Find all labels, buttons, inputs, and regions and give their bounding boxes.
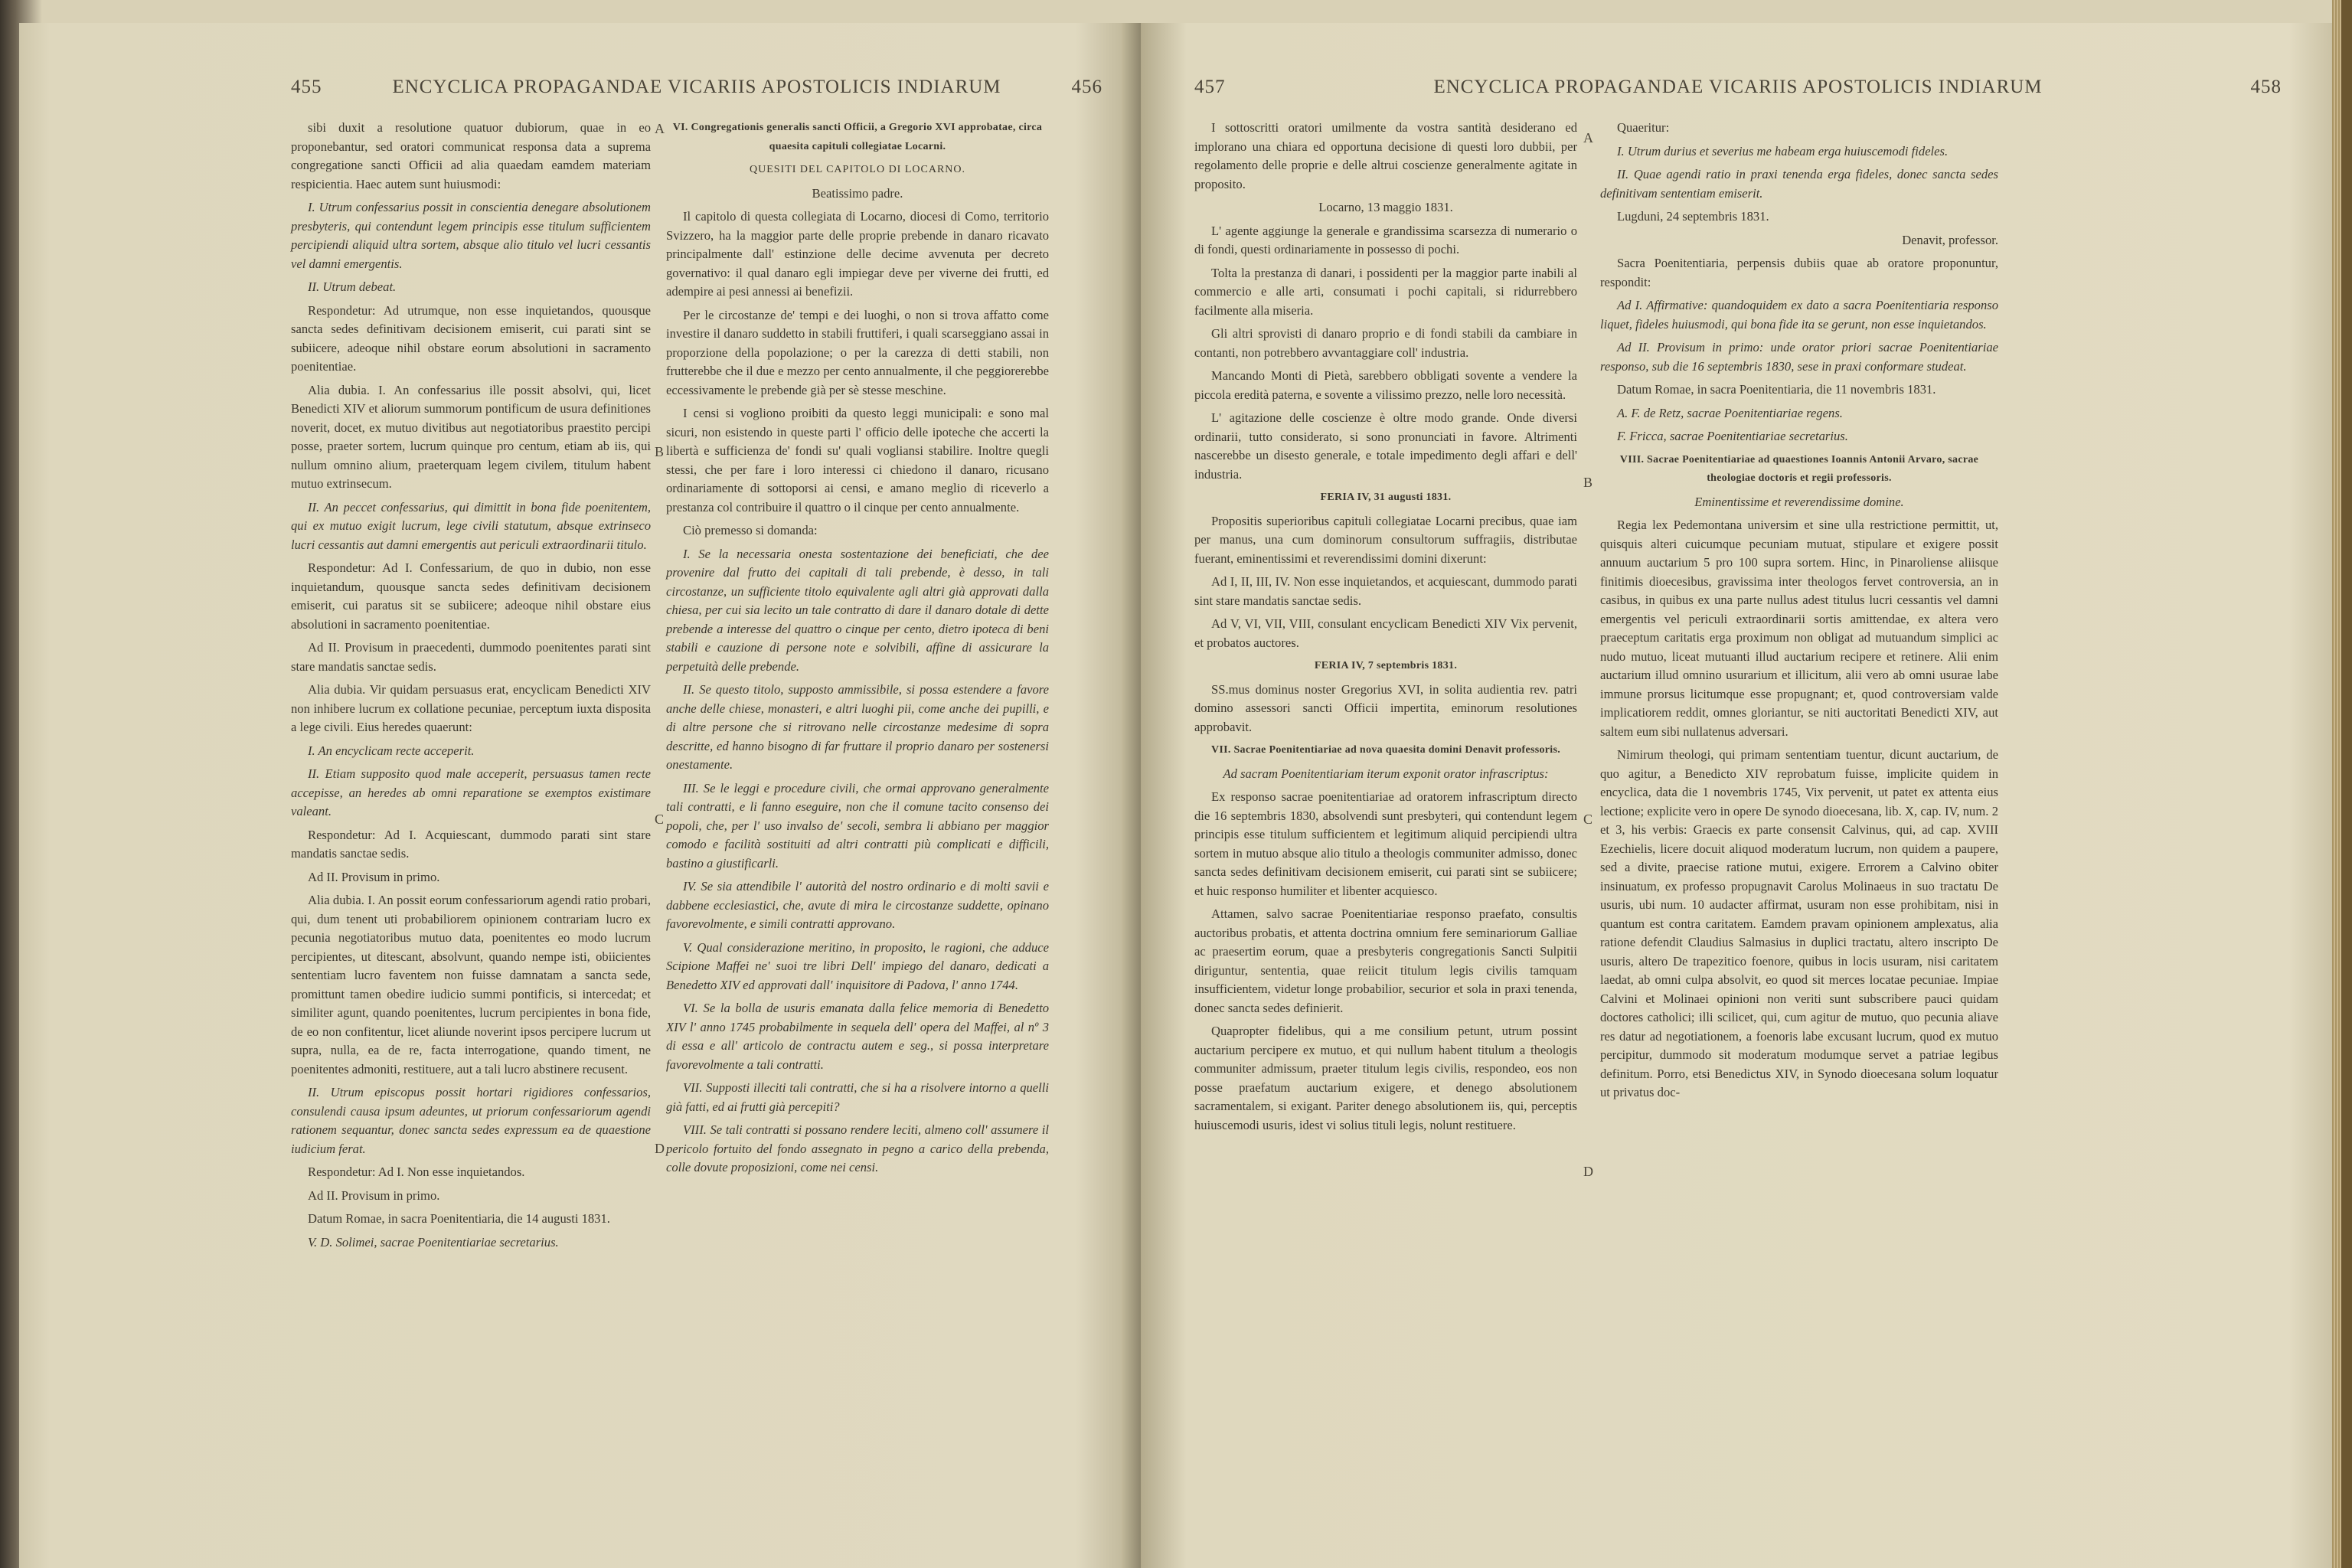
paragraph: Ad II. Provisum in primo. [308, 869, 440, 884]
paragraph: Ad sacram Poenitentiariam iterum exponit orator infrascriptus: [1223, 766, 1549, 781]
paragraph: FERIA IV, 7 septembris 1831. [1314, 660, 1458, 671]
left-column-1 [291, 119, 651, 1256]
paragraph: Gli altri sprovisti di danaro proprio e di fondi stabili da cambiare in contanti, non potrebbero avvantaggiare coll' industria. [1194, 326, 1577, 360]
margin-letter-c: C [655, 812, 665, 827]
paragraph: Eminentissime et reverendissime domine. [1694, 494, 1904, 509]
paragraph: Ad II. Provisum in primo: unde orator priori sacrae Poenitentiariae responso, sub die 16 septembris 1830, sese in praxi conformare studeat. [1600, 340, 1998, 374]
paragraph: Tolta la prestanza di danari, i possidenti per la maggior parte inabili al commercio e alle arti, consumati i pochi capitali, si ridurrebbero facilmente alla miseria. [1194, 265, 1577, 318]
paragraph: Ciò premesso si domanda: [683, 523, 818, 537]
left-column-2 [666, 119, 1049, 1182]
paragraph: IV. Se sia attendibile l' autorità del nostro ordinario e di molti savii e dabbene ecclesiastici, che, avute di mira le circostanze suddette, opinano favorevolmente, e simili contratti approvano. [666, 879, 1049, 931]
paragraph: Alia dubia. I. An possit eorum confessariorum agendi ratio probari, qui, dum tenent uti probabiliorem opinionem contrariam lucro ex pecunia negotiatoribus mutuo data, poenitentes eo modo lucrum percipientes, ut ditescant, absolvunt, quando nempe isti, obiicientes sententiam lucro faventem non fuisse damnatam a sancta sede, promittunt tamen obedire iudicio summi pontificis, si intercedat; et similiter agunt, quando poenitentes, lucrum percipientes in bona fide, de eo non confitentur, licet aliunde noverint ipsos percipere lucrum ut supra, nulla, ea de re, facta interrogatione, quando timent, ne poenitentes admoniti, restituere, aut a tali lucro abstinere recusent. [291, 893, 651, 1076]
paragraph: Ad I, II, III, IV. Non esse inquietandos, et acquiescant, dummodo parati sint stare mandatis sanctae sedis. [1194, 574, 1577, 608]
paragraph: I. Utrum confessarius possit in conscientia denegare absolutionem presbyteris, qui contendunt legem principis esse titulum sufficientem percipiendi aliquid ultra sortem, absque alio titulo vel lucri cessantis vel damni emergentis. [291, 200, 651, 271]
page-number-457: 457 [1194, 77, 1226, 97]
paragraph: II. Utrum debeat. [308, 279, 397, 294]
paragraph: Beatissimo padre. [812, 185, 903, 201]
paragraph: VIII. Sacrae Poenitentiariae ad quaestiones Ioannis Antonii Arvaro, sacrae theologiae doctoris et regii professoris. [1619, 453, 1979, 484]
right-column-2 [1600, 119, 1998, 1107]
paragraph: Locarno, 13 maggio 1831. [1318, 200, 1453, 214]
paragraph: L' agitazione delle coscienze è oltre modo grande. Onde diversi ordinarii, tutto considerato, si sono pronunciati in favore. Altrimenti nascerebbe un disesto generale, e totale impedimento degli affari e dell' industria. [1194, 410, 1577, 482]
paragraph: Quapropter fidelibus, qui a me consilium petunt, utrum possint auctarium percipere ex mutuo, et qui nullum habent titulum a theologis communiter admissum, praeter titulum legis civilis, respondeo, eos non posse praefatum auctarium exigere, et denego absolutionem sacramentalem, si exigant. Pariter denego absolutionem iis, qui, perceptis huiuscemodi usuris, idest vi solius tituli legis, nolunt restituere. [1194, 1024, 1577, 1132]
paragraph: Per le circostanze de' tempi e dei luoghi, o non si trova affatto come investire il danaro suddetto in stabili fruttiferi, i quali scarseggiano assai in proporzione della popolazione; o per la carezza di detti stabili, non frutterebbe che il due e mezzo per cento annualmente, il che peggiorerebbe eccessivamente le prebende già per sè stesse meschine. [666, 307, 1049, 397]
paragraph: II. Quae agendi ratio in praxi tenenda erga fideles, donec sancta sedes definitivam sententiam emiserit. [1600, 167, 1998, 201]
page-number-455: 455 [291, 77, 322, 97]
right-column-1 [1194, 119, 1577, 1139]
paragraph: VII. Supposti illeciti tali contratti, che si ha a risolvere intorno a quelli già fatti, ed ai frutti già percepiti? [666, 1080, 1049, 1114]
paragraph: II. Etiam supposito quod male acceperit, persuasus tamen recte accepisse, an heredes ab omni reparatione se exemptos existimare valeant. [291, 766, 651, 818]
paragraph: I. Se la necessaria onesta sostentazione dei beneficiati, che dee provenire dal frutto dei capitali di tali prebende, è desso, in tali circostanze, un sufficiente titolo equivalente agli altri già approvati dalla chiesa, per cui sia lecito un tale contratto di dare il danaro dotale di dette prebende a interesse del quattro o cinque per cento, dietro ipoteca di beni stabili e cauzione di persone note e solvibili, affine di assicurare la perpetuità delle prebende. [666, 546, 1049, 674]
paragraph: Ex responso sacrae poenitentiariae ad oratorem infrascriptum directo die 16 septembris 1830, absolvendi sunt presbyteri, qui contendunt legem principis esse titulum sufficientem et legitimum aliquid percipiendi ultra sortem in mutuo absque alio titulo a theologis communiter admisso, donec sancta sedes definitivam decisionem emiserit, cui parati sint se subiicere; et huic responso humiliter et libenter acquiesco. [1194, 789, 1577, 898]
paragraph: sibi duxit a resolutione quatuor dubiorum, quae in eo proponebantur, sed oratori communicat responsa data a suprema congregatione sancti Officii ad alia quaedam eamdem materiam respicientia. Haec autem sunt huiusmodi: [291, 120, 651, 191]
paragraph: SS.mus dominus noster Gregorius XVI, in solita audientia rev. patri domino assessori sancti Officii impertita, eminorum resolutiones approbavit. [1194, 681, 1577, 734]
section-vi-title: VI. Congregationis generalis sancti Officii, a Gregorio XVI approbatae, circa quaesita capituli collegiatae Locarni. [672, 122, 1043, 152]
paragraph: F. Fricca, sacrae Poenitentiariae secretarius. [1617, 429, 1848, 443]
left-page [19, 23, 1141, 1568]
paragraph: VII. Sacrae Poenitentiariae ad nova quaesita domini Denavit professoris. [1210, 744, 1561, 756]
paragraph: Mancando Monti di Pietà, sarebbero obbligati sovente a vendere la piccola eredità paterna, e sovente a vilissimo prezzo, nelle loro necessità. [1194, 368, 1577, 402]
right-page [1141, 23, 2335, 1568]
paragraph: Ad II. Provisum in praecedenti, dummodo poenitentes parati sint stare mandatis sanctae sedis. [291, 640, 651, 674]
paragraph: VIII. Se tali contratti si possano rendere leciti, almeno coll' assumere il pericolo fortuito del fondo assegnato in pegno a carico della prebenda, colle dovute proposizioni, come nei censi. [666, 1122, 1049, 1174]
margin-letter-a-right: A [1583, 130, 1593, 145]
paragraph: Denavit, professor. [1902, 232, 1998, 247]
page-number-456: 456 [1071, 77, 1102, 97]
paragraph: Quaeritur: [1617, 120, 1670, 135]
running-head-left: ENCYCLICA PROPAGANDAE VICARIIS APOSTOLICIS INDIARUM [392, 77, 1001, 97]
paragraph: Ad II. Provisum in primo. [308, 1187, 440, 1203]
paragraph: Datum Romae, in sacra Poenitentiaria, die 14 augusti 1831. [308, 1211, 610, 1226]
paragraph: Respondetur: Ad I. Non esse inquietandos. [308, 1165, 525, 1179]
paragraph: Respondetur: Ad utrumque, non esse inquietandos, quousque sancta sedes definitivam decisionem emiserit, cui parati sint se subiicere, adeoque nihil obstare eorum absolutioni in sacramento poenitentiae. [291, 302, 651, 374]
margin-letter-a: A [655, 121, 665, 136]
paragraph: II. An peccet confessarius, qui dimittit in bona fide poenitentem, qui ex mutuo exigit lucrum, lege civili statutum, absque extrinseco lucri cessantis aut damni emergentis aut periculi extraordinarii titulo. [291, 499, 651, 552]
page-number-458: 458 [2250, 77, 2282, 97]
paragraph: Nimirum theologi, qui primam sententiam tuentur, dicunt auctarium, de quo agitur, a Benedicto XIV reprobatum fuisse, implicite quidem in encyclica, data die 1 novembris 1745, Vix pervenit, ut patet ex attenta eius lectione; explicite vero in opere De synodo dioecesana, lib. X, cap. IV, num. 2 et 3, his verbis: Graecis ex parte consensit Calvinus, qui, ad cap. XVIII Ezechielis, licere docuit aliquod moderatum lucrum, non quidem a paupere, sed a divite, praecise ratione mutui, exigere. Errorem a Calvino obiter insinuatum, ex professo propugnavit Carolus Molinaeus in suo tractatu De usuris, ubi num. 10 audacter affirmat, usuram non esse prohibitam, nisi in quantum est contra caritatem. Eamdem pravam opinionem amplexatus, alia ratione defendit Claudius Salmasius in duplici tractatu, altero inscripto De usuris, altero De trapezitico foenore, quibus in locis usuram, nisi caritatem laedat, ab omni culpa absolvit, eo quod sit merces locatae pecuniae. Impiae Calvini et Molinaei opinioni non veriti sunt subscribere pauci quidam doctores catholici; illi scilicet, qui, cum agitur de mutuo, quo pecunia aliave res datur ad negotiationem, a foenoris labe excusant lucrum, quod ex mutuo percipitur, dummodo sit moderatum modumque servet a patriae legibus definitum. Porro, etsi Benedictus XIV, in Synodo dioecesana solum loquatur ut privatus doc- [1600, 747, 1998, 1099]
left-header [291, 77, 1102, 107]
paragraph: VI. Se la bolla de usuris emanata dalla felice memoria di Benedetto XIV l' anno 1745 probabilmente in sequela dell' opera del Maffei, al nº 3 di essa e all' articolo de contractu autem e seg., si possa interpretare favorevolmente a tali contratti. [666, 1001, 1049, 1072]
paragraph: I. An encyclicam recte acceperit. [308, 743, 475, 758]
paragraph: Il capitolo di questa collegiata di Locarno, diocesi di Como, territorio Svizzero, ha la maggior parte delle proprie prebende in danaro ricavato principalmente dall' estinzione delle decime avvenuta per decreto governativo: il qual danaro egli impiegar deve per viverne dei frutti, ed adempire ai pesi annessi ai benefizii. [666, 209, 1049, 299]
paragraph: Propositis superioribus capituli collegiatae Locarni precibus, quae iam per manus, una cum dominorum consultorum suffragiis, distributae fuerant, eminentissimi et reverendissimi domini dixerunt: [1194, 513, 1577, 566]
paragraph: I censi si vogliono proibiti da questo leggi municipali: e sono mal sicuri, non esistendo in queste parti l' officio delle ipoteche che accerti la libertà e sufficienza de' fondi su' quali vogliansi stabilire. Inoltre quegli stessi, che per fare i loro interessi ci chiedono il danaro, ricusano ordinariamente di sottoporsi ai censi, e amano meglio di riceverlo a prestanza col contribuire il quattro o il cinque per cento annualmente. [666, 406, 1049, 514]
margin-letter-c-right: C [1583, 812, 1593, 827]
paragraph: V. Qual considerazione meritino, in proposito, le ragioni, che adduce Scipione Maffei ne' suoi tre libri Dell' impiego del danaro, dedicati a Benedetto XIV ed approvati dall' inquisitore di Padova, l' anno 1744. [666, 939, 1049, 992]
paragraph: Regia lex Pedemontana universim et sine ulla restrictione permittit, ut, quisquis alteri cuicumque pecuniam mutuat, stipulare et exigere possit annuum auctarium 5 pro 100 supra sortem. Hinc, in Pinaroliense aliisque finitimis dioecesibus, gravissima inter theologos fervet controversia, an in casibus, in quibus ex una parte nullus adest titulus lucri cessantis vel damni emergentis vel periculi extraordinarii sortis amittendae, ex altera vero praeceptum caritatis erga proximum non obligat ad mutuandum simplici ac nudo mutuo, liceat mutuanti illud auctarium recipere et retinere. Alii enim auctarium illud omnino usurarium et illicitum, alii vero ab omni usurae labe immune prorsus licitumque esse propugnant; et, quod controversiam valde implicatiorem reddit, omnes gloriantur, se niti auctoritati Benedicti XIV, aut saltem eum sibi nullatenus adversari. [1600, 518, 1998, 739]
paragraph: Ad I. Affirmative: quandoquidem ex dato a sacra Poenitentiaria responso liquet, fideles huiusmodi, qui bona fide ita se gerunt, non esse inquietandos. [1600, 298, 1998, 332]
paragraph: III. Se le leggi e procedure civili, che ormai approvano generalmente tali contratti, e li fanno eseguire, non che il comune tacito consenso dei popoli, che, per l' uso invalso de' secoli, sembra li abbiano per maggior comodo e facilità sostituiti ad altri contratti più complicati e difficili, bastino a giustificarli. [666, 780, 1049, 871]
paragraph: Respondetur: Ad I. Acquiescant, dummodo parati sint stare mandatis sanctae sedis. [291, 827, 651, 861]
paragraph: Alia dubia. I. An confessarius ille possit absolvi, qui, licet Benedicti XIV et aliorum summorum pontificum de usura definitiones noverit, docet, ex mutuo divitibus aut negotiatoribus praestito percipi posse, praeter sortem, lucrum quinque pro centum, etiam ab iis, qui nullum omnino alium, praeterquam legem civilem, titulum habent mutuo extrinsecum. [291, 382, 651, 491]
paragraph: Ad V, VI, VII, VIII, consulant encyclicam Benedicti XIV Vix pervenit, et probatos auctores. [1194, 616, 1577, 650]
paragraph: Attamen, salvo sacrae Poenitentiariae responso praefato, consultis auctoribus probatis, et attenta doctrina omnium fere seminariorum Galliae ac praesertim eorum, quae a presbyteris congregationis Sancti Sulpitii diriguntur, sententia, quae reiicit titulum legis civilis tamquam insufficientem, videtur longe probabilior, securior et sola in praxi tenenda, donec sancta sedes definierit. [1194, 906, 1577, 1015]
book-cover-edge [2341, 0, 2352, 1568]
margin-letter-d-right: D [1583, 1164, 1593, 1179]
section-vi-subtitle: QUESITI DEL CAPITOLO DI LOCARNO. [749, 164, 966, 175]
running-head-right: ENCYCLICA PROPAGANDAE VICARIIS APOSTOLICIS INDIARUM [1433, 77, 2043, 97]
paragraph: II. Se questo titolo, supposto ammissibile, si possa estendere a favore anche delle chiese, monasteri, e altri luoghi pii, come anche dei pupilli, e di altre persone che si ritrovano nelle circostanze medesime di sopra descritte, ed hanno bisogno di far fruttare il proprio danaro per sostenersi onestamente. [666, 682, 1049, 772]
paragraph: Sacra Poenitentiaria, perpensis dubiis quae ab oratore proponuntur, respondit: [1600, 256, 1998, 289]
margin-letter-b-right: B [1583, 475, 1593, 490]
paragraph: I sottoscritti oratori umilmente da vostra santità desiderano ed implorano una chiara ed opportuna decisione di questi loro dubbii, per regolamento delle proprie e delle altrui coscienze generalmente agitate in proposito. [1194, 120, 1577, 191]
paragraph: Respondetur: Ad I. Confessarium, de quo in dubio, non esse inquietandum, quousque sancta sedes definitivam decisionem emiserit, cui paratus sit se subiicere; adeoque nihil obstare eius absolutioni in sacramento poenitentiae. [291, 560, 651, 632]
margin-letter-b: B [655, 444, 665, 459]
paragraph: Datum Romae, in sacra Poenitentiaria, die 11 novembris 1831. [1617, 382, 1936, 397]
paragraph: I. Utrum durius et severius me habeam erga huiuscemodi fideles. [1617, 143, 1949, 158]
paragraph: FERIA IV, 31 augusti 1831. [1320, 492, 1452, 503]
paragraph: Lugduni, 24 septembris 1831. [1617, 209, 1769, 224]
paragraph: V. D. Solimei, sacrae Poenitentiariae secretarius. [308, 1234, 559, 1250]
right-header [1194, 77, 2282, 107]
paragraph: L' agente aggiunge la generale e grandissima scarsezza di numerario o di fondi, questi ordinariamente in possesso di pochi. [1194, 223, 1577, 256]
paragraph: A. F. de Retz, sacrae Poenitentiariae regens. [1617, 405, 1843, 420]
margin-letter-d: D [655, 1141, 665, 1156]
paragraph: II. Utrum episcopus possit hortari rigidiores confessarios, consulendi causa ipsum adeuntes, ut priorum confessariorum agendi rationem sequantur, donec sancta sedes expressum ea de quaestione iudicium ferat. [291, 1085, 651, 1156]
paragraph: Alia dubia. Vir quidam persuasus erat, encyclicam Benedicti XIV non inhibere lucrum ex collatione pecuniae, perceptum iuxta disposita a lege civili. Eius heredes quaerunt: [291, 682, 651, 734]
